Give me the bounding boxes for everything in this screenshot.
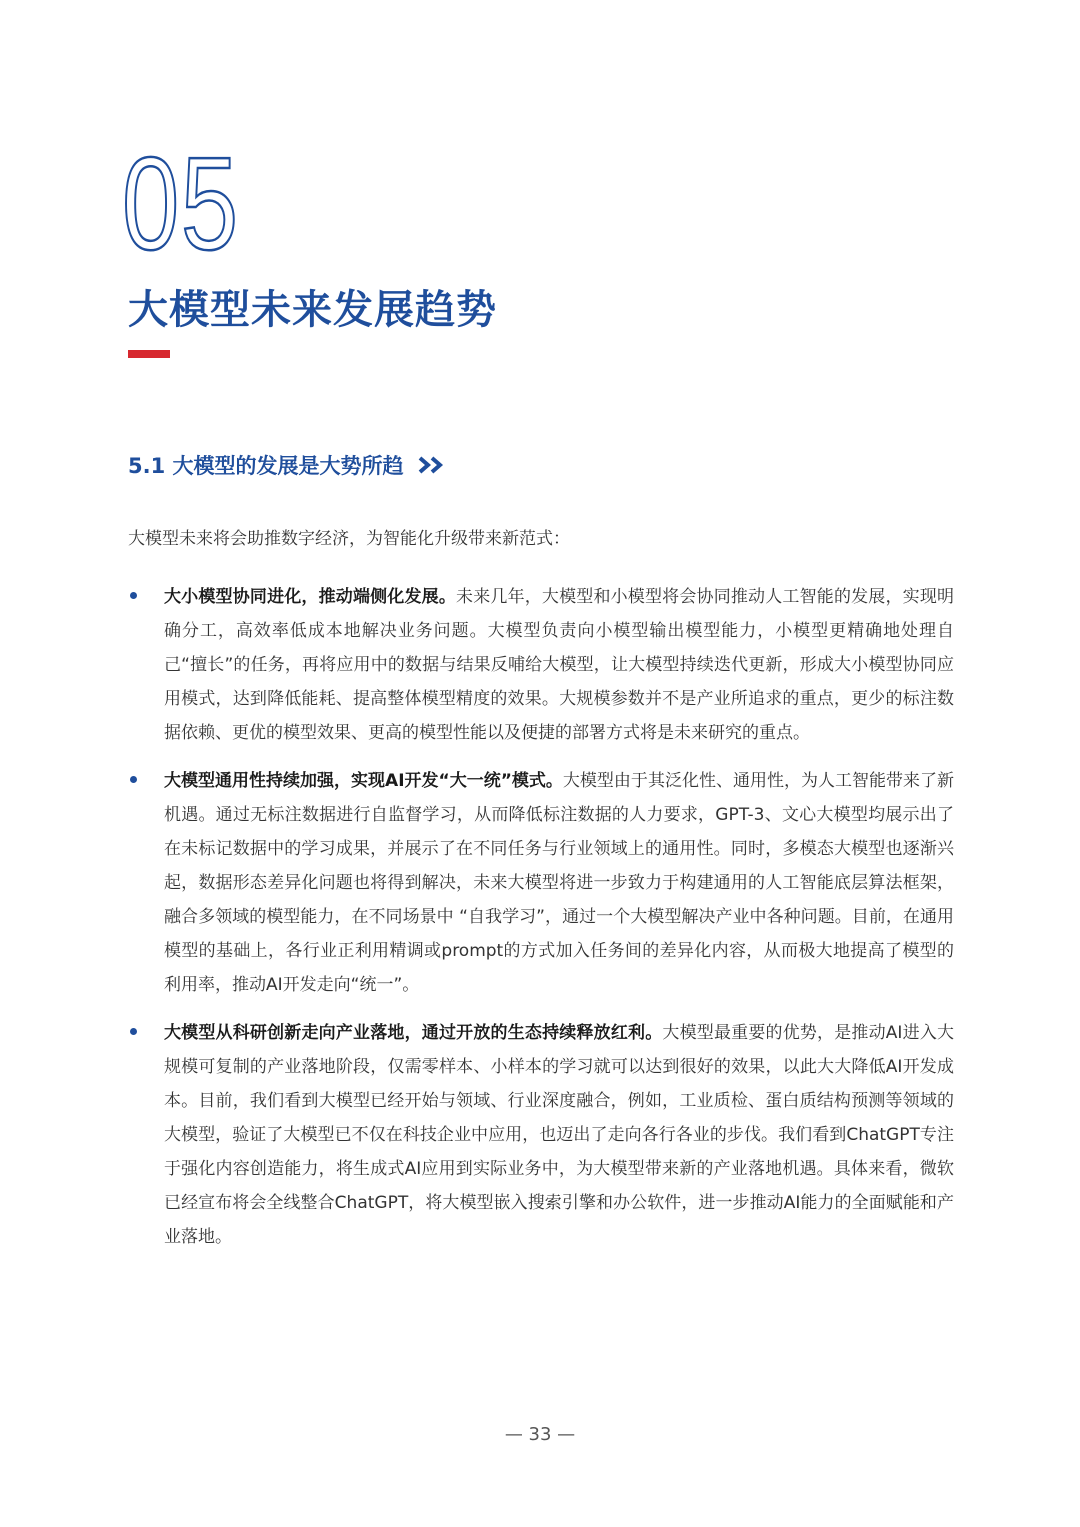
bullet-dot-icon: [130, 1028, 137, 1035]
section-heading: [128, 450, 446, 480]
list-item: [128, 1016, 954, 1254]
bullet-lead: 大小模型协同进化，推动端侧化发展。: [164, 587, 457, 607]
bullet-body: 大模型由于其泛化性、通用性，为人工智能带来了新机遇。通过无标注数据进行自监督学习，从而降低标注数据的人力要求，GPT-3、文心大模型均展示出了在未标记数据中的学习成果，并展示了在不同任务与行业领域上的通用性。同时，多模态大模型也逐渐兴起，数据形态差异化问题也将得到解决，未来大模型将进一步致力于构建通用的人工智能底层算法框架，融合多领域的模型能力，在不同场景中 “自我学习”，通过一个大模型解决产业中各种问题。目前，在通用模型的基础上，各行业正利用精调或prompt的方式加入任务间的差异化内容，从而极大地提高了模型的利用率，推动AI开发走向“统一”。: [164, 771, 955, 995]
section-heading-text: 5.1 大模型的发展是大势所趋: [128, 454, 404, 478]
title-accent-bar: [128, 350, 170, 358]
bullet-lead: 大模型从科研创新走向产业落地，通过开放的生态持续释放红利。: [164, 1023, 663, 1043]
chapter-title: 大模型未来发展趋势: [128, 287, 497, 333]
bullet-dot-icon: [130, 776, 137, 783]
intro-paragraph: 大模型未来将会助推数字经济，为智能化升级带来新范式：: [128, 529, 570, 549]
bullet-dot-icon: [130, 592, 137, 599]
page-number: — 33 —: [504, 1424, 576, 1445]
list-item: [128, 764, 954, 1002]
bullet-body: 未来几年，大模型和小模型将会协同推动人工智能的发展，实现明确分工，高效率低成本地解决业务问题。大模型负责向小模型输出模型能力，小模型更精确地处理自己“擅长”的任务，再将应用中的数据与结果反哺给大模型，让大模型持续迭代更新，形成大小模型协同应用模式，达到降低能耗、提高整体模型精度的效果。大规模参数并不是产业所追求的重点，更少的标注数据依赖、更优的模型效果、更高的模型性能以及便捷的部署方式将是未来研究的重点。: [164, 587, 955, 743]
bullet-list: [128, 580, 954, 1268]
bullet-body: 大模型最重要的优势，是推动AI进入大规模可复制的产业落地阶段，仅需零样本、小样本的学习就可以达到很好的效果，以此大大降低AI开发成本。目前，我们看到大模型已经开始与领域、行业深度融合，例如，工业质检、蛋白质结构预测等领域的大模型，验证了大模型已不仅在科技企业中应用，也迈出了走向各行各业的步伐。我们看到ChatGPT专注于强化内容创造能力，将生成式AI应用到实际业务中，为大模型带来新的产业落地机遇。具体来看，微软已经宣布将会全线整合ChatGPT，将大模型嵌入搜索引擎和办公软件，进一步推动AI能力的全面赋能和产业落地。: [164, 1023, 954, 1247]
bullet-lead: 大模型通用性持续加强，实现AI开发“大一统”模式。: [164, 771, 563, 791]
chapter-number: 05: [122, 130, 240, 277]
double-chevron-right-icon: [418, 456, 446, 474]
list-item: [128, 580, 954, 750]
